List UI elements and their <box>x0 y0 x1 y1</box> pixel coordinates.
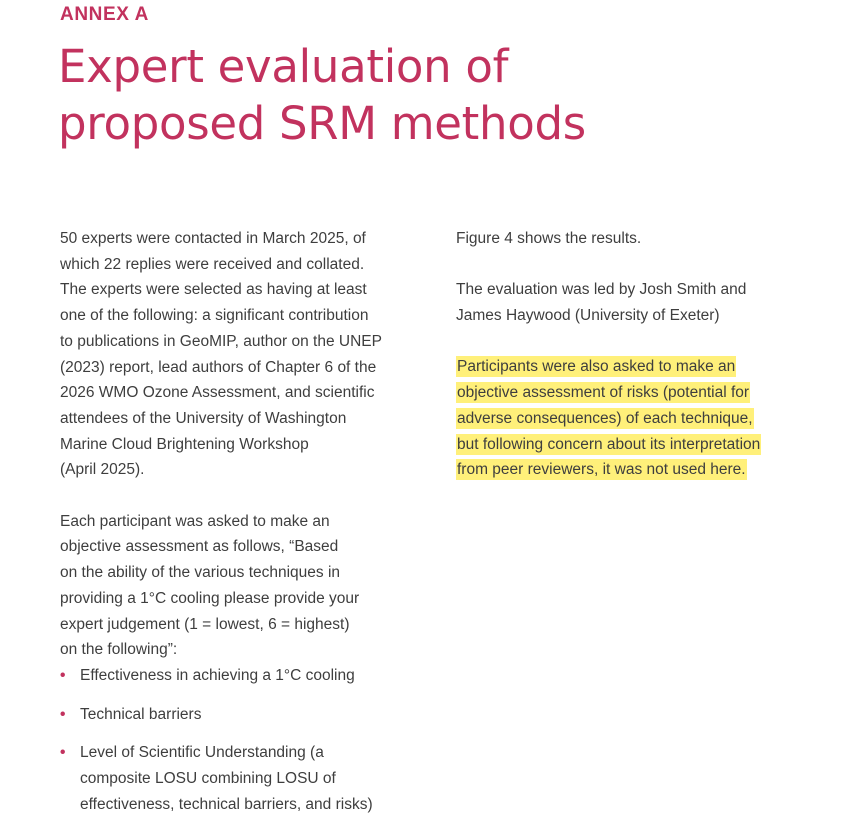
text-line: attendees of the University of Washington <box>60 409 347 427</box>
text-line: (2023) report, lead authors of Chapter 6 of the <box>60 358 377 376</box>
bullet-icon: • <box>60 705 66 723</box>
highlighted-line: Participants were also asked to make an <box>457 358 736 376</box>
text-line: 50 experts were contacted in March 2025, of <box>60 230 366 247</box>
list-item <box>60 740 432 817</box>
right-column <box>456 226 826 483</box>
text-line: Level of Scientific Understanding (a <box>80 744 324 762</box>
list-item <box>60 702 432 728</box>
annex-label: ANNEX A <box>60 4 150 25</box>
text-line: The experts were selected as having at least <box>60 281 367 299</box>
page-title <box>58 38 586 152</box>
list-item <box>60 663 432 689</box>
text-line: The evaluation was led by Josh Smith and <box>456 281 747 299</box>
criteria-list <box>60 663 432 818</box>
text-line: James Haywood (University of Exeter) <box>456 307 720 325</box>
highlighted-line: objective assessment of risks (potential for <box>457 384 750 402</box>
evaluation-credit <box>456 277 826 328</box>
text-line: effectiveness, technical barriers, and risks) <box>80 795 373 813</box>
text-line: one of the following: a significant contribution <box>60 307 369 325</box>
bullet-icon: • <box>60 666 66 684</box>
text-line: composite LOSU combining LOSU of <box>80 770 336 788</box>
page-title-line-2: proposed SRM methods <box>58 97 586 150</box>
text-line: to publications in GeoMIP, author on the UNEP <box>60 332 382 350</box>
figure-reference: Figure 4 shows the results. <box>456 230 642 247</box>
highlighted-line: adverse consequences) of each technique, <box>457 409 753 427</box>
left-column <box>60 226 432 830</box>
text-line: on the ability of the various techniques in <box>60 564 341 582</box>
text-line: objective assessment as follows, “Based <box>60 538 339 556</box>
text-line: which 22 replies were received and collated. <box>60 255 365 273</box>
highlighted-line: but following concern about its interpretation <box>457 435 761 453</box>
intro-paragraph <box>60 226 432 483</box>
highlighted-note <box>456 354 826 483</box>
text-line: expert judgement (1 = lowest, 6 = highest) <box>60 615 350 633</box>
text-line: (April 2025). <box>60 461 145 479</box>
text-line: Effectiveness in achieving a 1°C cooling <box>80 666 355 684</box>
page-title-line-1: Expert evaluation of <box>58 40 509 93</box>
assessment-paragraph <box>60 509 432 663</box>
text-line: Technical barriers <box>80 705 202 723</box>
highlighted-line: from peer reviewers, it was not used here. <box>457 461 746 479</box>
text-line: on the following”: <box>60 641 178 659</box>
text-line: providing a 1°C cooling please provide your <box>60 589 360 607</box>
bullet-icon: • <box>60 744 66 762</box>
text-line: 2026 WMO Ozone Assessment, and scientific <box>60 384 375 402</box>
text-line: Marine Cloud Brightening Workshop <box>60 435 309 453</box>
text-line: Each participant was asked to make an <box>60 512 330 530</box>
